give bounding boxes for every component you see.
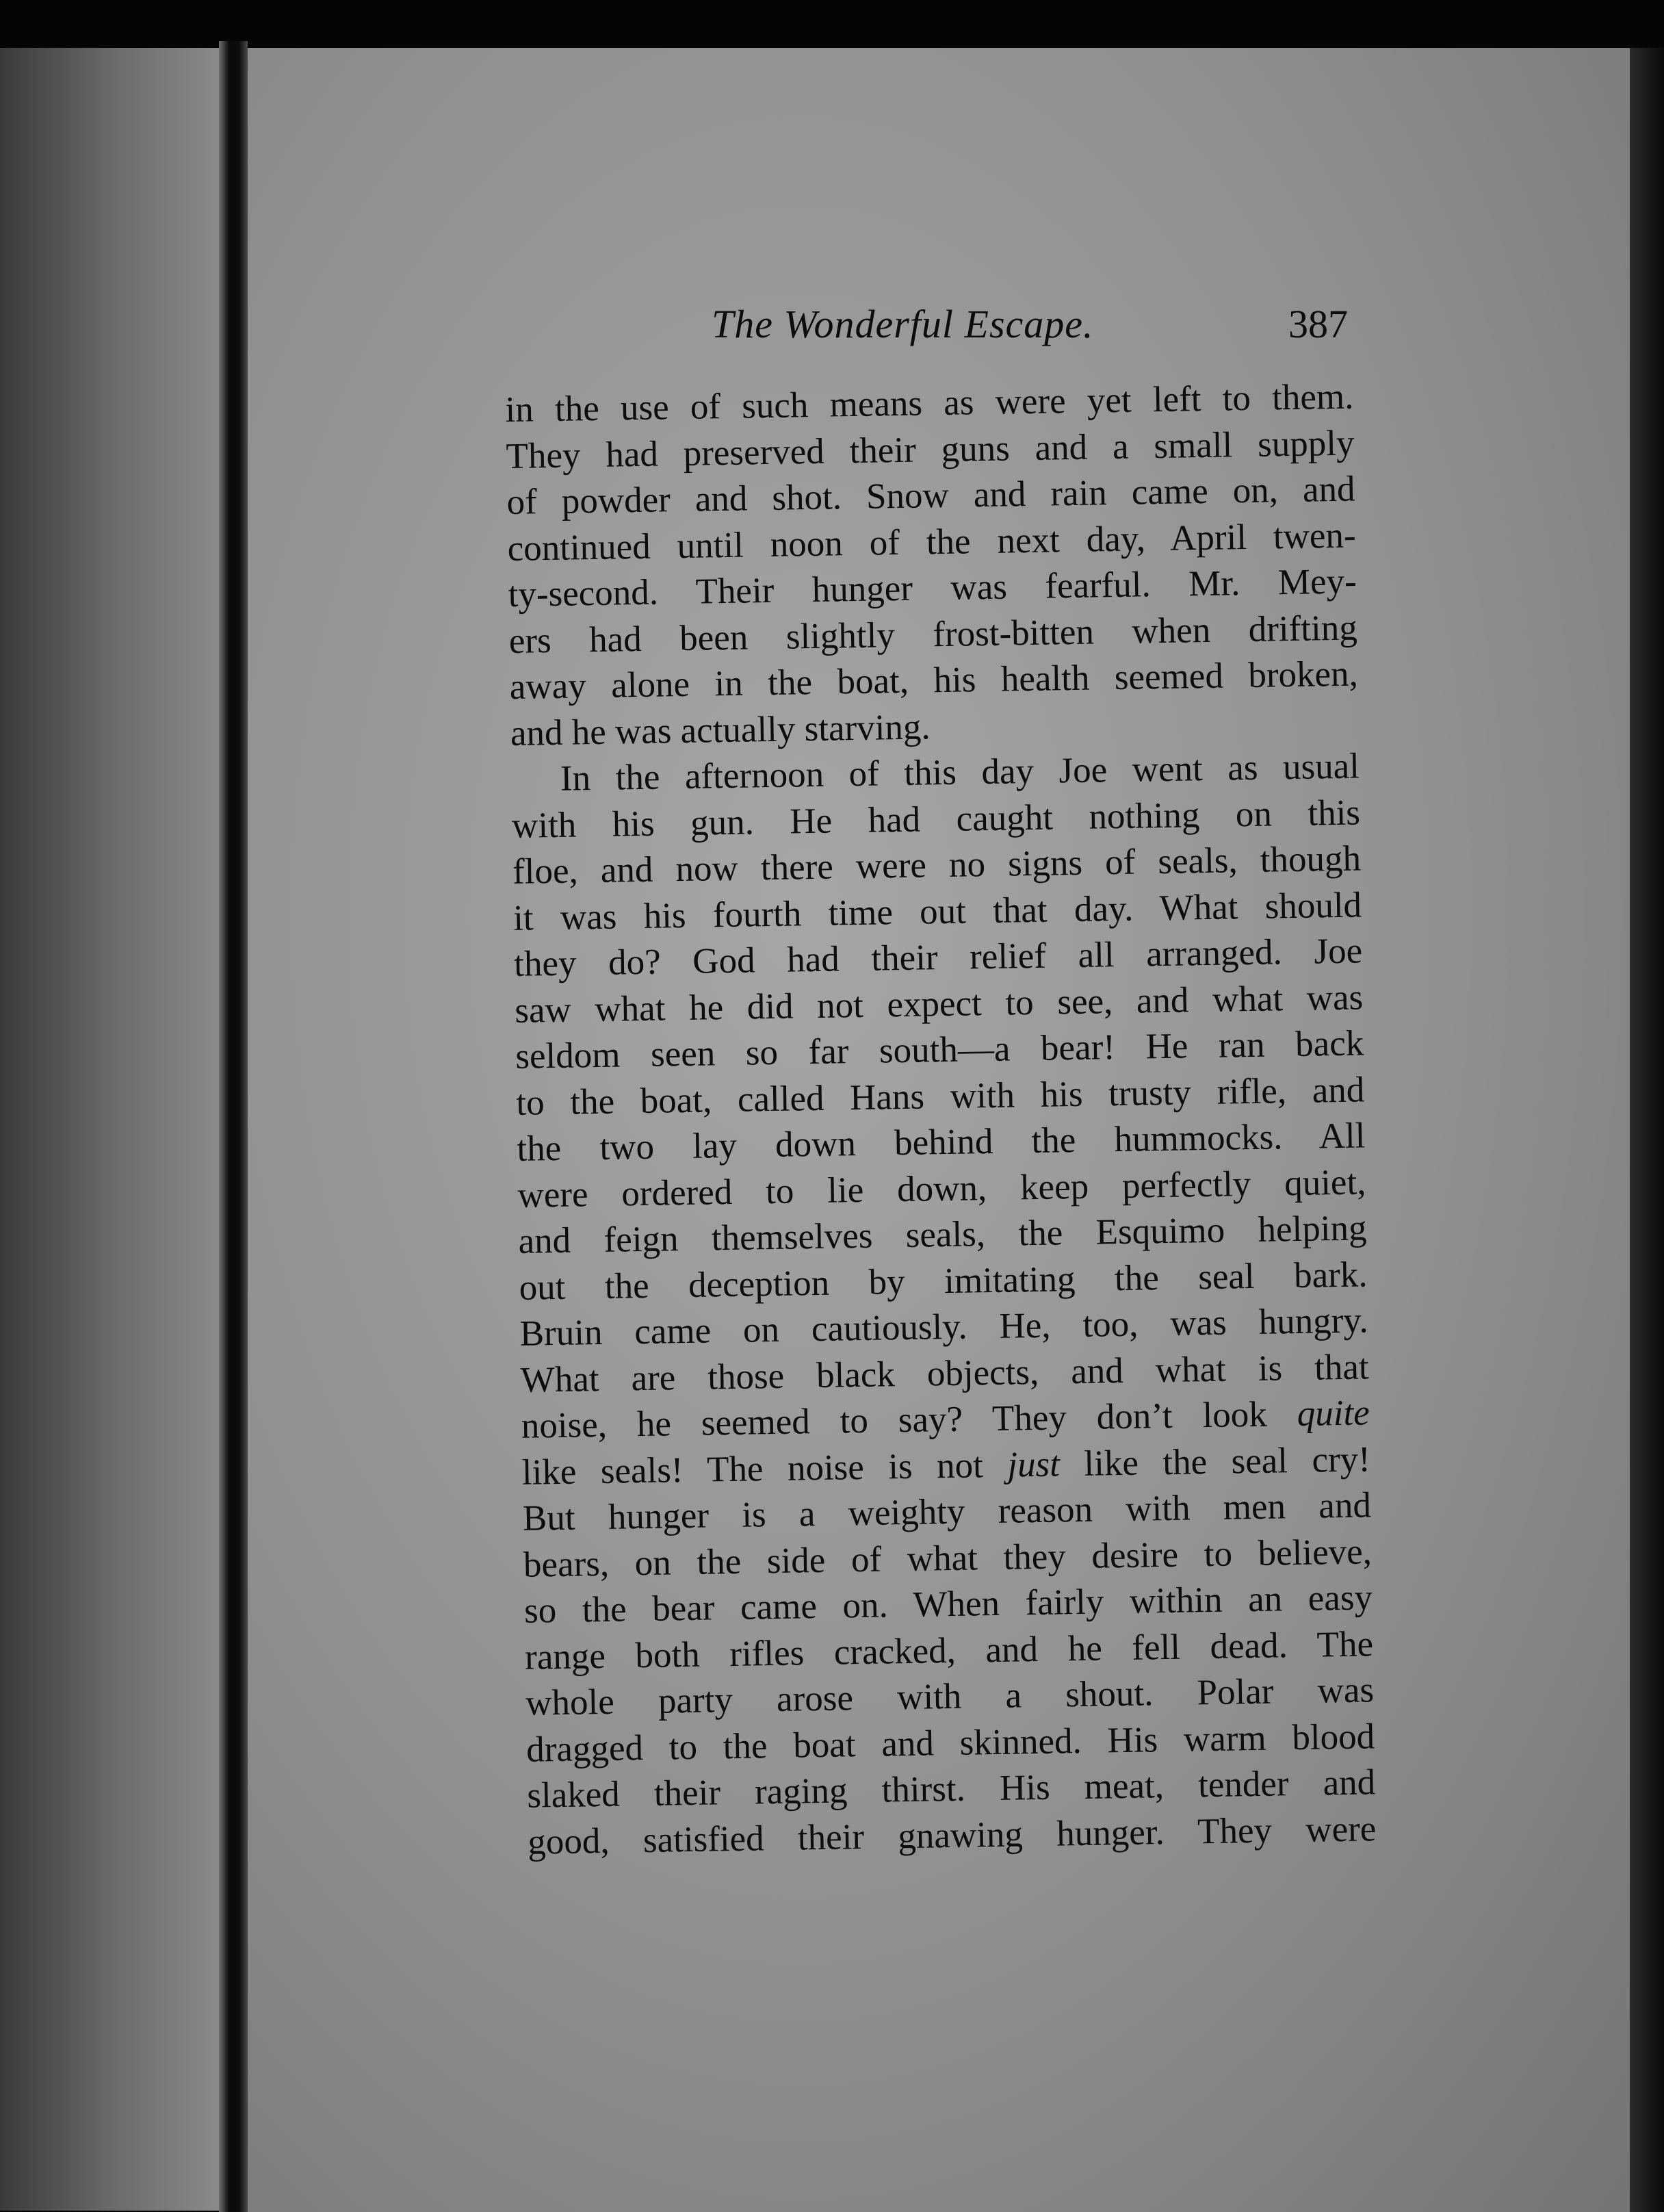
emphasis-just: just	[1006, 1443, 1061, 1485]
text-line: dragged to the boat and skinned. His warm blood	[525, 1716, 1375, 1770]
text-line: continued until noon of the next day, April twen-	[507, 515, 1357, 569]
text-line: But hunger is a weighty reason with men and	[522, 1485, 1372, 1539]
running-title: The Wonderful Escape.	[712, 302, 1094, 346]
text-line: saw what he did not expect to see, and what was	[514, 977, 1364, 1031]
text-line: Bruin came on cautiously. He, too, was hungry.	[519, 1300, 1369, 1354]
text-line: floe, and now there were no signs of seals, though	[512, 838, 1362, 892]
book-gutter	[219, 41, 248, 2212]
page-header	[712, 301, 1348, 356]
text-line: ers had been slightly frost-bitten when drifting	[508, 607, 1358, 661]
text-line: What are those black objects, and what is that	[520, 1346, 1370, 1400]
text-segment: like seals! The noise is not	[521, 1445, 984, 1493]
text-line: range both rifles cracked, and he fell dead. The	[524, 1623, 1374, 1677]
text-line: were ordered to lie down, keep perfectly quiet,	[517, 1161, 1366, 1216]
text-line: away alone in the boat, his health seemed broken,	[509, 654, 1359, 707]
page-number: 387	[1288, 302, 1348, 346]
text-line: with his gun. He had caught nothing on this	[511, 792, 1361, 846]
text-line: In the afternoon of this day Joe went as usual	[560, 746, 1360, 799]
text-segment: like the seal cry!	[1083, 1439, 1371, 1484]
text-line: out the deception by imitating the seal bark.	[519, 1254, 1368, 1308]
text-line: seldom seen so far south—a bear! He ran back	[515, 1023, 1364, 1077]
text-line: and he was actually starving.	[510, 706, 931, 754]
left-page	[0, 48, 219, 2211]
text-segment: noise, he seemed to say? They don’t look	[521, 1394, 1268, 1446]
page-edge	[1630, 48, 1664, 2212]
text-line: so the bear came on. When fairly within an easy	[523, 1578, 1373, 1631]
text-line: whole party arose with a shout. Polar was	[525, 1670, 1375, 1723]
text-line: in the use of such means as were yet left to them.	[505, 376, 1354, 430]
text-line: bears, on the side of what they desire to believe,	[523, 1531, 1373, 1585]
text-line: they do? God had their relief all arranged. Joe	[513, 931, 1363, 984]
text-line: good, satisfied their gnawing hunger. They were	[527, 1808, 1377, 1862]
text-line: They had preserved their guns and a small supply	[506, 423, 1355, 476]
text-line: of powder and shot. Snow and rain came on, and	[506, 469, 1355, 522]
text-line: slaked their raging thirst. His meat, tender and	[526, 1762, 1376, 1816]
text-line: the two lay down behind the hummocks. All	[517, 1116, 1366, 1169]
text-line: ty-second. Their hunger was fearful. Mr. Mey-	[508, 561, 1357, 615]
text-line: to the boat, called Hans with his trusty rifle, and	[515, 1069, 1365, 1123]
body-text	[505, 374, 1377, 1866]
emphasis-quite: quite	[1297, 1393, 1370, 1434]
text-line: it was his fourth time out that day. What should	[512, 884, 1362, 938]
text-line: and feign themselves seals, the Esquimo helping	[518, 1208, 1367, 1261]
